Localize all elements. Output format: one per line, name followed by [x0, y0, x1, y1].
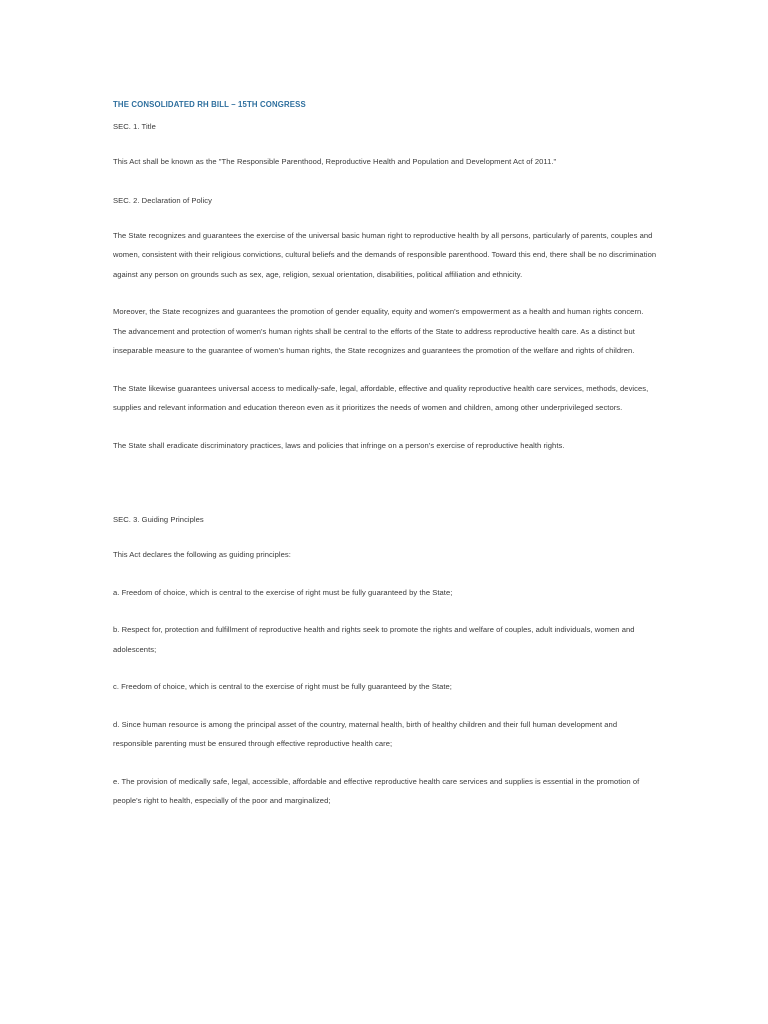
- spacer: [113, 659, 658, 677]
- spacer: [113, 697, 658, 715]
- sec3-heading: SEC. 3. Guiding Principles: [113, 515, 204, 524]
- sec3-item-c: c. Freedom of choice, which is central to the exercise of right must be fully guaranteed by the State;: [113, 682, 452, 691]
- spacer: [113, 602, 658, 620]
- sec2-paragraph: Moreover, the State recognizes and guarantees the promotion of gender equality, equity and women's empowerment as a health and human rights concern. The advancement and protection of women's human rights shall be central to the efforts of the State to address reproductive health care. As a distinct but inseparable measure to the guarantee of women's human rights, the State recognizes and guarantees the promotion of the welfare and rights of children.: [113, 307, 644, 355]
- spacer: [113, 361, 658, 379]
- sec3-item-d: d. Since human resource is among the principal asset of the country, maternal health, birth of healthy children and their full human development and responsible parenting must be ensured through effective reproductive health care;: [113, 719, 618, 748]
- spacer: [113, 172, 658, 194]
- sec2-paragraph: The State recognizes and guarantees the exercise of the universal basic human right to reproductive health by all persons, particularly of parents, couples and women, consistent with their religious convictions, cultural beliefs and the demands of responsible parenthood. Toward this end, there shall be no discrimination against any person on grounds such as sex, age, religion, sexual orientation, disabilities, political affiliation and ethnicity.: [113, 230, 657, 279]
- sec3-item-a: a. Freedom of choice, which is central to the exercise of right must be fully guaranteed by the State;: [113, 587, 453, 597]
- spacer: [113, 754, 658, 772]
- sec2-paragraph: The State likewise guarantees universal access to medically-safe, legal, affordable, effective and quality reproductive health care services, methods, devices, supplies and relevant information and education thereon even as it prioritizes the needs of women and children, among other underprivileged sectors.: [113, 383, 649, 412]
- spacer: [113, 455, 658, 513]
- sec2-heading: SEC. 2. Declaration of Policy: [113, 195, 212, 205]
- sec2-paragraph: The State shall eradicate discriminatory practices, laws and policies that infringe on a person's exercise of reproductive health rights.: [113, 440, 565, 450]
- spacer: [113, 208, 658, 226]
- sec1-text: This Act shall be known as the "The Responsible Parenthood, Reproductive Health and Population and Development Act of 2011.": [113, 157, 557, 166]
- spacer: [113, 565, 658, 583]
- sec1-heading: SEC. 1. Title: [113, 122, 156, 131]
- sec3-item-b: b. Respect for, protection and fulfillment of reproductive health and rights seek to promote the rights and welfare of couples, adult individuals, women and adolescents;: [113, 625, 635, 654]
- document-page: [113, 98, 658, 811]
- spacer: [113, 527, 658, 545]
- sec3-item-e: e. The provision of medically safe, legal, accessible, affordable and effective reproductive health care services and supplies is essential in the promotion of people's right to health, especially of the poor and marginalized;: [113, 776, 640, 805]
- spacer: [113, 134, 658, 152]
- spacer: [113, 418, 658, 436]
- sec3-intro: This Act declares the following as guiding principles:: [113, 550, 291, 559]
- document-title: THE CONSOLIDATED RH BILL – 15TH CONGRESS: [113, 100, 306, 109]
- spacer: [113, 284, 658, 302]
